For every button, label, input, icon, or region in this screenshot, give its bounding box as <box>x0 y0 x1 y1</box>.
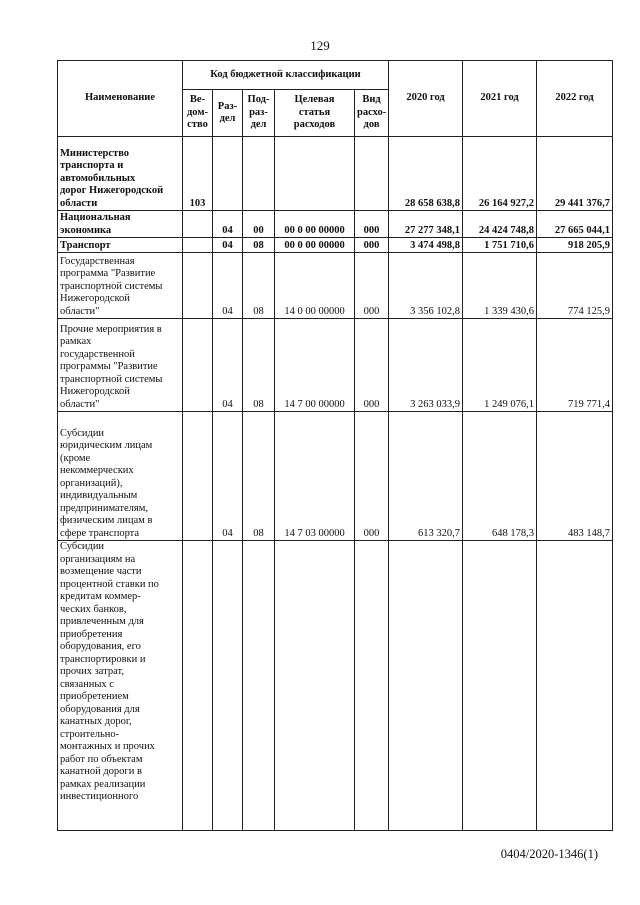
cell-expense-type: 000 <box>355 253 389 319</box>
cell-target-article: 14 7 03 00000 <box>275 412 355 541</box>
cell-2020: 28 658 638,8 <box>389 137 463 211</box>
cell-2020: 3 474 498,8 <box>389 238 463 253</box>
table-row <box>58 253 613 319</box>
cell-department: 103 <box>183 137 213 211</box>
table-row <box>58 211 613 238</box>
cell-target-article <box>275 137 355 211</box>
cell-2021 <box>463 541 537 831</box>
cell-2022: 918 205,9 <box>537 238 613 253</box>
cell-target-article: 00 0 00 00000 <box>275 238 355 253</box>
header-target-article: Целевая статья расходов <box>275 90 355 137</box>
cell-subsection <box>243 541 275 831</box>
cell-name: Транспорт <box>58 238 183 253</box>
cell-department <box>183 541 213 831</box>
cell-2022: 774 125,9 <box>537 253 613 319</box>
table-body <box>58 137 613 831</box>
cell-section: 04 <box>213 253 243 319</box>
table-row <box>58 319 613 412</box>
cell-target-article <box>275 541 355 831</box>
cell-2022: 719 771,4 <box>537 319 613 412</box>
cell-subsection: 08 <box>243 412 275 541</box>
page-number: 129 <box>310 38 330 53</box>
cell-2020: 3 263 033,9 <box>389 319 463 412</box>
cell-name: Государственная программа "Развитие транспортной системы Нижегородской области" <box>58 253 183 319</box>
cell-2021: 26 164 927,2 <box>463 137 537 211</box>
header-2022: 2022 год <box>537 61 613 137</box>
cell-2022: 27 665 044,1 <box>537 211 613 238</box>
header-2021: 2021 год <box>463 61 537 137</box>
header-subsection: Под- раз- дел <box>243 90 275 137</box>
header-classification-group: Код бюджетной классификации <box>183 61 389 90</box>
cell-2021: 24 424 748,8 <box>463 211 537 238</box>
cell-name: Субсидии юридическим лицам (кроме некоммерческих организаций), индивидуальным предпринимателям, физическим лицам в сфере транспорта <box>58 412 183 541</box>
cell-expense-type: 000 <box>355 211 389 238</box>
cell-department <box>183 238 213 253</box>
cell-section: 04 <box>213 238 243 253</box>
document-code: 0404/2020-1346(1) <box>500 847 598 861</box>
cell-name: Прочие мероприятия в рамках государственной программы "Развитие транспортной системы Нижегородской области" <box>58 319 183 412</box>
table-row <box>58 412 613 541</box>
cell-subsection: 08 <box>243 238 275 253</box>
cell-section: 04 <box>213 319 243 412</box>
cell-subsection <box>243 137 275 211</box>
cell-2020: 3 356 102,8 <box>389 253 463 319</box>
cell-2020: 613 320,7 <box>389 412 463 541</box>
header-department: Ве- дом- ство <box>183 90 213 137</box>
cell-2021: 1 751 710,6 <box>463 238 537 253</box>
cell-department <box>183 412 213 541</box>
cell-2021: 648 178,3 <box>463 412 537 541</box>
cell-2020: 27 277 348,1 <box>389 211 463 238</box>
cell-subsection: 00 <box>243 211 275 238</box>
cell-expense-type: 000 <box>355 238 389 253</box>
cell-target-article: 00 0 00 00000 <box>275 211 355 238</box>
cell-department <box>183 253 213 319</box>
cell-target-article: 14 7 00 00000 <box>275 319 355 412</box>
table-row <box>58 238 613 253</box>
cell-expense-type: 000 <box>355 319 389 412</box>
cell-2022: 29 441 376,7 <box>537 137 613 211</box>
cell-subsection: 08 <box>243 253 275 319</box>
cell-section <box>213 137 243 211</box>
cell-target-article: 14 0 00 00000 <box>275 253 355 319</box>
cell-section: 04 <box>213 412 243 541</box>
cell-subsection: 08 <box>243 319 275 412</box>
cell-name: Национальная экономика <box>58 211 183 238</box>
header-name: Наименование <box>58 61 183 137</box>
cell-name: Субсидии организациям на возмещение части процентной ставки по кредитам коммер- ческих банков, привлеченным для приобретения оборудования, его транспортировки и прочих затрат, связанных с приобретением оборудования для канатных дорог, строительно- монтажных и прочих работ по объектам канатной дороги в рамках реализации инвестиционного <box>58 541 183 831</box>
header-expense-type: Вид расхо- дов <box>355 90 389 137</box>
table-row <box>58 541 613 831</box>
cell-name: Министерство транспорта и автомобильных дорог Нижегородской области <box>58 137 183 211</box>
table-row <box>58 137 613 211</box>
cell-2022: 483 148,7 <box>537 412 613 541</box>
cell-expense-type: 000 <box>355 412 389 541</box>
cell-2021: 1 249 076,1 <box>463 319 537 412</box>
cell-expense-type <box>355 137 389 211</box>
cell-department <box>183 211 213 238</box>
cell-2020 <box>389 541 463 831</box>
header-2020: 2020 год <box>389 61 463 137</box>
cell-2021: 1 339 430,6 <box>463 253 537 319</box>
cell-expense-type <box>355 541 389 831</box>
budget-table <box>57 60 613 831</box>
cell-2022 <box>537 541 613 831</box>
cell-section: 04 <box>213 211 243 238</box>
header-section: Раз- дел <box>213 90 243 137</box>
cell-department <box>183 319 213 412</box>
cell-section <box>213 541 243 831</box>
